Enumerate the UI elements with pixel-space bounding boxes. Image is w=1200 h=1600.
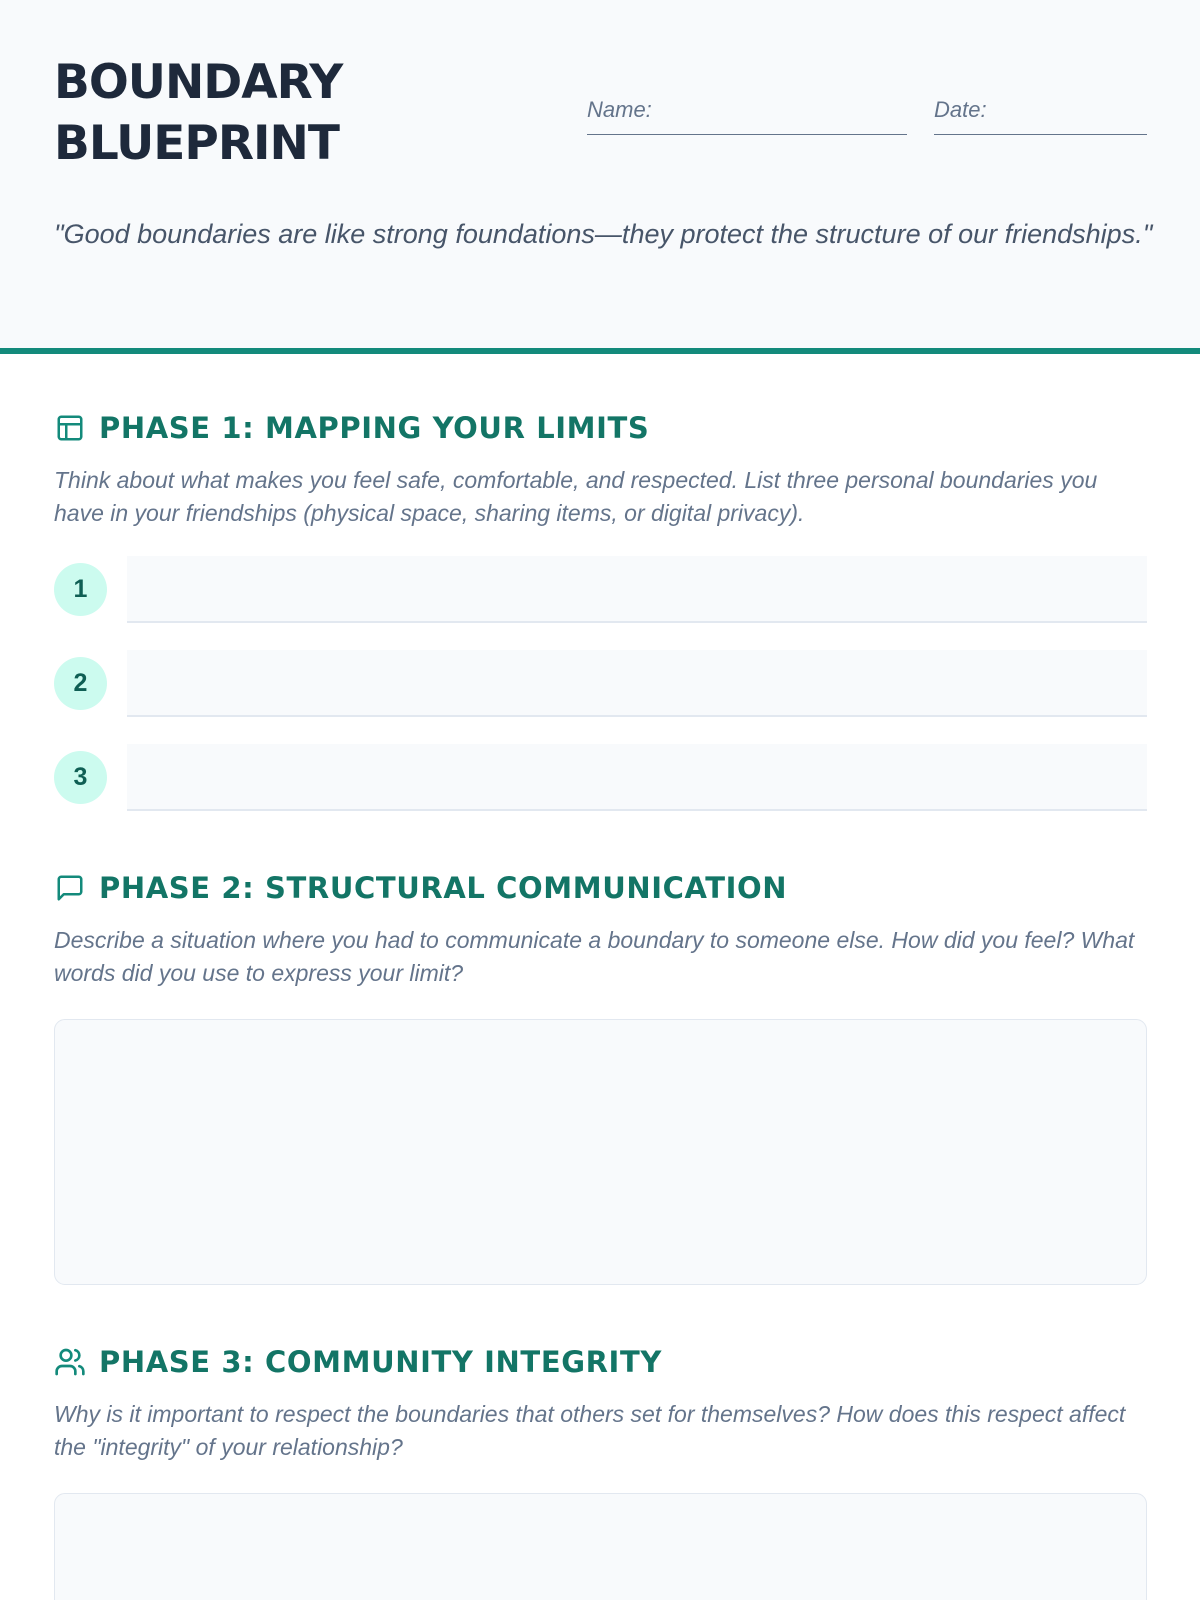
boundary-input-3[interactable] <box>127 744 1147 811</box>
communication-answer-box[interactable] <box>54 1019 1147 1285</box>
phase-1-description: Think about what makes you feel safe, comfortable, and respected. List three personal boundaries you have in your friendships (physical space, sharing items, or digital privacy). <box>54 467 1098 526</box>
date-field[interactable] <box>934 92 1147 135</box>
phase-2-section <box>54 868 1147 1285</box>
phase-3-description: Why is it important to respect the boundaries that others set for themselves? How does this respect affect the "integrity" of your relationship? <box>54 1401 1126 1460</box>
phase-1-section <box>54 408 1147 811</box>
boundary-item-1 <box>54 556 1147 623</box>
boundary-item-3 <box>54 744 1147 811</box>
message-square-icon <box>54 872 86 904</box>
phase-3-section <box>54 1342 1147 1600</box>
boundary-input-2[interactable] <box>127 650 1147 717</box>
integrity-answer-box[interactable] <box>54 1493 1147 1600</box>
phase-1-heading <box>54 408 1147 448</box>
boundary-input-1[interactable] <box>127 556 1147 623</box>
worksheet-header <box>0 0 1200 354</box>
phase-2-title: PHASE 2: STRUCTURAL COMMUNICATION <box>99 871 788 905</box>
name-label: Name: <box>587 97 652 122</box>
date-label: Date: <box>934 97 987 122</box>
title-line-1: BOUNDARY <box>54 55 343 110</box>
phase-1-title: PHASE 1: MAPPING YOUR LIMITS <box>99 411 650 445</box>
item-number-badge: 1 <box>54 563 107 616</box>
boundary-item-2 <box>54 650 1147 717</box>
phase-3-heading <box>54 1342 1147 1382</box>
phase-3-title: PHASE 3: COMMUNITY INTEGRITY <box>99 1345 662 1379</box>
layout-icon <box>54 412 86 444</box>
item-number-badge: 2 <box>54 657 107 710</box>
phase-2-description: Describe a situation where you had to communicate a boundary to someone else. How did you feel? What words did you use to express your limit? <box>54 927 1135 986</box>
users-icon <box>54 1346 86 1378</box>
header-quote: "Good boundaries are like strong foundations—they protect the structure of our friendships." <box>54 219 1153 249</box>
item-number-badge: 3 <box>54 751 107 804</box>
name-field[interactable] <box>587 92 907 135</box>
phase-2-heading <box>54 868 1147 908</box>
page-title <box>54 52 342 174</box>
title-line-2: BLUEPRINT <box>54 116 339 171</box>
